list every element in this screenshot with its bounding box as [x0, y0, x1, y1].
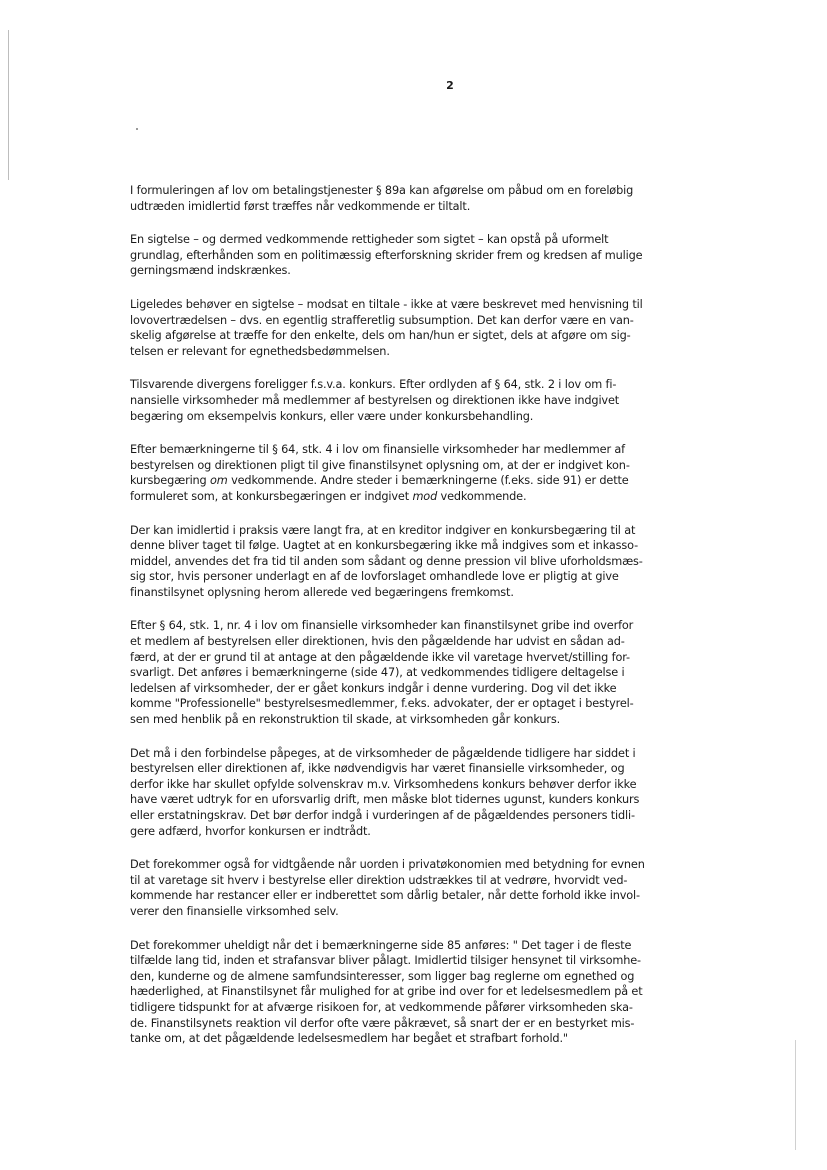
paragraph-line: den, kunderne og de almene samfundsinteresser, som ligger bag reglerne om egnethed og	[130, 969, 635, 983]
paragraph-line: nansielle virksomheder må medlemmer af bestyrelsen og direktionen ikke have indgivet	[130, 393, 620, 407]
paragraph-line: gere adfærd, hvorfor konkursen er indtrådt.	[130, 824, 371, 838]
paragraph	[130, 377, 676, 424]
scan-edge-line-left	[8, 30, 9, 180]
paragraph-line: I formuleringen af lov om betalingstjenester § 89a kan afgørelse om påbud om en foreløbig	[130, 184, 634, 197]
paragraph-line: middel, anvendes det fra tid til anden som sådant og denne pression vil blive uforholdsmæs-	[130, 554, 643, 568]
paragraph-line: ledelsen af virksomheder, der er gået konkurs indgår i denne vurdering. Dog vil det ikke	[130, 681, 617, 695]
paragraph-line: Det må i den forbindelse påpeges, at de virksomheder de pågældende tidligere har siddet i	[130, 746, 636, 760]
paragraph-line: Det forekommer uheldigt når det i bemærkningerne side 85 anføres: " Det tager i de fleste	[130, 938, 632, 952]
paragraph-line: derfor ikke har skullet opfylde solvenskrav m.v. Virksomhedens konkurs behøver derfor ikke	[130, 777, 637, 791]
paragraph-line: eller erstatningskrav. Det bør derfor indgå i vurderingen af de pågældendes personers tidli-	[130, 809, 635, 822]
paragraph-line: bestyrelsen og direktionen pligt til give finanstilsynet oplysning om, at der er indgivet kon-	[130, 458, 630, 472]
paragraph-line: til at varetage sit hverv i bestyrelse eller direktion udstrækkes til at vedrøre, hvorvidt ved-	[130, 873, 628, 887]
paragraph-line: de. Finanstilsynets reaktion vil derfor ofte være påkrævet, så snart der er en bestyrket mis-	[130, 1016, 635, 1030]
emphasis-word: om	[210, 474, 228, 488]
paragraph-line: bestyrelsen eller direktionen af, ikke nødvendigvis har været finansielle virksomheder, og	[130, 762, 625, 776]
paragraph-line: grundlag, efterhånden som en politimæssig efterforskning skrider frem og kredsen af mulige	[130, 248, 643, 262]
paragraph-line: hæderlighed, at Finanstilsynet får mulighed for at gribe ind over for et ledelsesmedlem på et	[130, 985, 643, 999]
paragraph-line: En sigtelse – og dermed vedkommende rettigheder som sigtet – kan opstå på uformelt	[130, 233, 609, 247]
paragraph-line: svarligt. Det anføres i bemærkningerne (side 47), at vedkommendes tidligere deltagelse i	[130, 666, 625, 680]
paragraph-line: et medlem af bestyrelsen eller direktionen, hvis den pågældende har udvist en sådan ad-	[130, 635, 625, 649]
paragraph-line: sen med henblik på en rekonstruktion til skade, at virksomheden går konkurs.	[130, 713, 561, 727]
paragraph-line: Der kan imidlertid i praksis være langt fra, at en kreditor indgiver en konkursbegæring til at	[130, 523, 636, 537]
paragraph-line: lovovertrædelsen – dvs. en egentlig strafferetlig subsumption. Det kan derfor være en van-	[130, 313, 634, 327]
paragraph-line: finanstilsynet oplysning herom allerede ved begæringens fremkomst.	[130, 585, 514, 599]
paragraph	[130, 232, 676, 279]
paragraph-line: udtræden imidlertid først træffes når vedkommende er tiltalt.	[130, 199, 471, 213]
paragraph-line: tanke om, at det pågældende ledelsesmedlem har begået et strafbart forhold."	[130, 1032, 568, 1046]
scan-speck	[136, 128, 138, 130]
paragraph-line: have været udtryk for en uforsvarlig drift, men måske blot tidernes ugunst, kunders konkurs	[130, 793, 640, 807]
paragraph	[130, 746, 676, 840]
paragraph-line: verer den finansielle virksomhed selv.	[130, 904, 339, 918]
emphasis-word: mod	[412, 489, 438, 503]
paragraph-line: gerningsmænd indskrænkes.	[130, 264, 291, 278]
paragraph-line: Ligeledes behøver en sigtelse – modsat en tiltale - ikke at være beskrevet med henvisning til	[130, 297, 643, 311]
paragraph-line: skelig afgørelse at træffe for den enkelte, dels om han/hun er sigtet, dels at afgøre om sig-	[130, 329, 631, 343]
paragraph	[130, 442, 676, 504]
paragraph	[130, 523, 676, 601]
paragraph	[130, 183, 676, 214]
paragraph-line: komme "Professionelle" bestyrelsesmedlemmer, f.eks. advokater, der er optaget i bestyrel-	[130, 697, 634, 711]
paragraph-line: Tilsvarende divergens foreligger f.s.v.a. konkurs. Efter ordlyden af § 64, stk. 2 i lov om fi-	[130, 378, 617, 392]
document-body	[130, 183, 676, 1065]
paragraph-line: sig stor, hvis personer underlagt en af de lovforslaget omhandlede love er pligtig at give	[130, 570, 619, 584]
paragraph-line: telsen er relevant for egnethedsbedømmelsen.	[130, 344, 390, 358]
paragraph-line: færd, at der er grund til at antage at den pågældende ikke vil varetage hvervet/stilling for-	[130, 650, 630, 664]
paragraph	[130, 618, 676, 727]
paragraph-line: Det forekommer også for vidtgående når uorden i privatøkonomien med betydning for evnen	[130, 858, 645, 872]
paragraph-line: tilfælde lang tid, inden et strafansvar bliver pålagt. Imidlertid tilsiger hensynet til virksomhe-	[130, 954, 641, 968]
paragraph-line: Efter § 64, stk. 1, nr. 4 i lov om finansielle virksomheder kan finanstilsynet gribe ind overfor	[130, 619, 634, 633]
paragraph-line: formuleret som, at konkursbegæringen er indgivet mod vedkommende.	[130, 489, 527, 503]
paragraph-line: Efter bemærkningerne til § 64, stk. 4 i lov om finansielle virksomheder har medlemmer af	[130, 443, 625, 457]
paragraph-line: kommende har restancer eller er indberettet som dårlig betaler, når dette forhold ikke invol-	[130, 889, 640, 903]
paragraph-line: denne bliver taget til følge. Uagtet at en konkursbegæring ikke må indgives som et inkasso-	[130, 539, 639, 553]
paragraph	[130, 297, 676, 359]
paragraph-line: tidligere tidspunkt for at afværge risikoen for, at vedkommende påfører virksomheden ska-	[130, 1000, 633, 1014]
paragraph-line: begæring om eksempelvis konkurs, eller være under konkursbehandling.	[130, 409, 534, 423]
scan-edge-line-right	[795, 1040, 796, 1150]
page-number: 2	[446, 79, 454, 92]
paragraph-line: kursbegæring om vedkommende. Andre steder i bemærkningerne (f.eks. side 91) er dette	[130, 474, 629, 488]
paragraph	[130, 857, 676, 919]
paragraph	[130, 938, 676, 1047]
